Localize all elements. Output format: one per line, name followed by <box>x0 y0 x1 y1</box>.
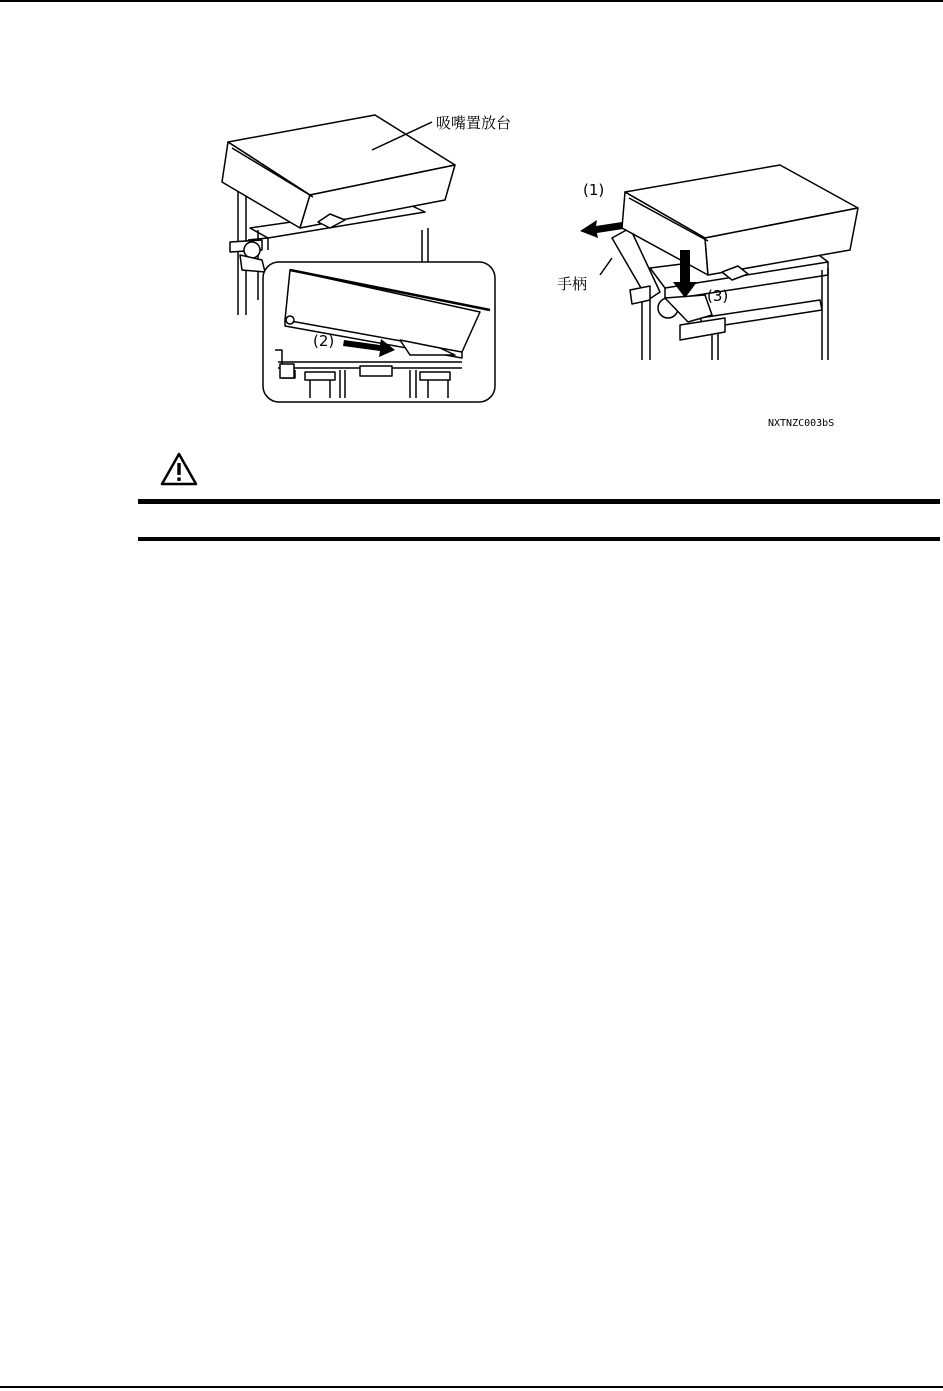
figure-code: NXTNZC003bS <box>768 418 835 429</box>
caution-bottom-rule <box>138 537 940 541</box>
nozzle-stand-label: 吸嘴置放台 <box>436 114 512 132</box>
step-2-label: (2) <box>313 332 335 350</box>
caution-top-rule <box>138 499 940 504</box>
warning-triangle-icon <box>160 452 198 486</box>
nozzle-stand-illustration <box>0 0 943 440</box>
illustration-figure <box>0 0 943 440</box>
handle-label: 手柄 <box>557 275 588 293</box>
page-bottom-rule <box>0 1386 943 1388</box>
step-3-label: (3) <box>707 287 729 305</box>
step-1-label: (1) <box>583 181 605 199</box>
